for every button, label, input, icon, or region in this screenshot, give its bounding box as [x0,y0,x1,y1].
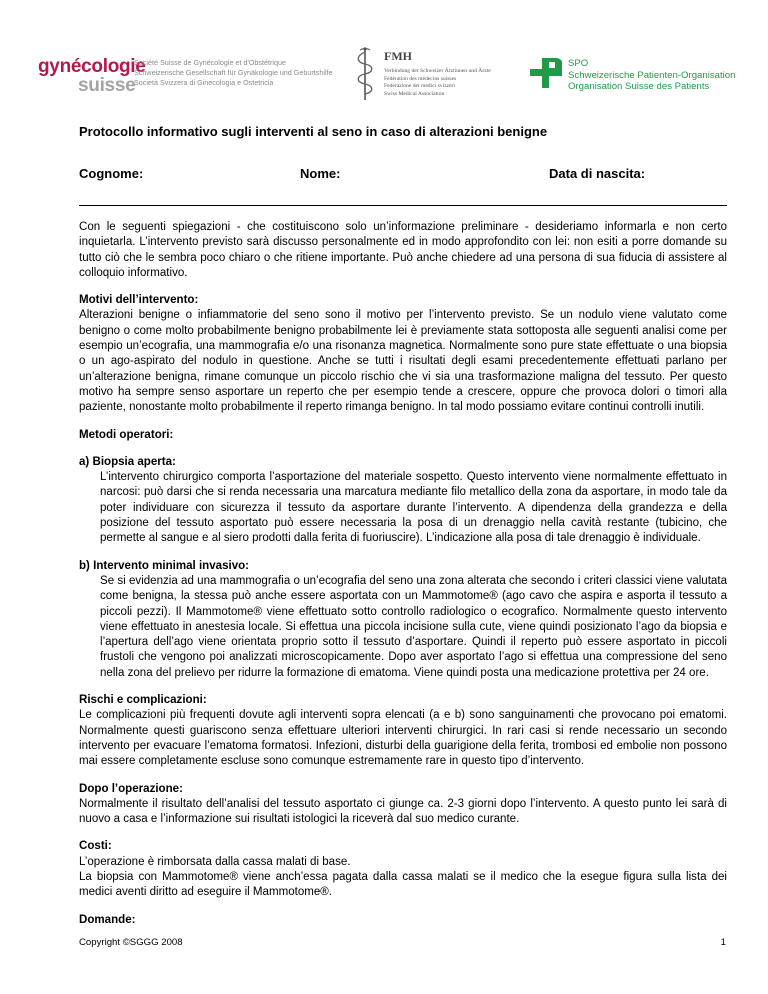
questions-heading: Domande: [79,913,136,926]
risks-text: Le complicazioni più frequenti dovute agli interventi sopra elencati (a e b) sono sanguinamenti che provocano poi ematomi. Normalmente questi guariscono senza effettuare ulteriori interventi chirurgici. In rari casi si rende necessario un secondo intervento per evacuare l’ematoma formatosi. Infezioni, disturbi della guarigione della ferita, trombosi ed embolie non possono mai essere completamente escluse sono comunque estremamente rare in questo tipo d’intervento. [79,709,727,768]
caduceus-icon [354,46,376,102]
document-body [79,220,727,928]
birthdate-label: Data di nascita: [549,166,646,181]
name-label: Nome: [300,166,341,181]
fields-underline [79,205,727,206]
fmh-names [384,68,491,98]
fmh-title: FMH [384,49,412,63]
fmh-name-it: Federazione dei medici svizzeri [384,83,455,90]
fmh-name-fr: Fédération des médecins suisses [384,75,457,82]
logo-society-names [134,58,333,88]
footer-copyright: Copyright ©SGGG 2008 [79,937,183,948]
reasons-text: Alterazioni benigne o infiammatorie del seno sono il motivo per l’intervento previsto. Se un nodulo viene valutato come benigno o come molto probabilmente benigno probabilmente lei è previamente stata sottoposta alle seguenti analisi come per esempio un’ecografia, una mammografia e/o una risonanza magnetica. Normalmente sono pure state effettuate o una biopsia o un ago-aspirato del nodulo in questione. Anche se tutti i risultati degli esami precedentemente effettuati parlano per un’alterazione benigna, rimane comunque un piccolo rischio che vi sia una trasformazione maligna del tessuto. Per questo motivo ha sempre senso asportare un reperto che per esempio tende a crescere, oppure che provoca dolori o timori alla paziente, nonostante molto probabilmente il reperto rimanga benigno. In tal modo possiamo evitare continui controlli inutili. [79,309,727,414]
minimal-invasive-text: Se si evidenzia ad una mammografia o un’ecografia del seno una zona alterata che secondo i criteri classici viene valutata come benigna, la stessa può anche essere asportata con un Mammotome® (ago cavo che aspira e asporta il tessuto a piccoli pezzi). Il Mammotome® viene effettuato sotto controllo radiologico o ecografico. Normalmente questo intervento viene effettuato in anestesia locale. Si effettua una piccola incisione sulla cute, viene quindi posizionato l’ago da biopsia e l’apertura dell’ago viene orientata proprio sotto il tessuto d’asportare. Quindi il reperto può essere asportato in piccoli frustoli che vengono poi analizzati microscopicamente. Dopo aver asportato l’ago si effettua una compressione del seno nella zona del prelievo per ridurre la formazione di ematoma. Viene quindi posta una medicazione protettiva per 24 ore. [100,574,727,679]
risks-heading: Rischi e complicazioni: [79,694,207,707]
reasons-section [79,293,727,415]
minimal-invasive-heading: b) Intervento minimal invasivo: [79,559,250,572]
open-biopsy-subsection [79,455,727,547]
fmh-name-en: Swiss Medical Association [384,90,445,97]
spo-names [568,58,735,93]
spo-abbreviation: SPO [568,58,589,69]
after-heading: Dopo l’operazione: [79,782,183,795]
spo-logo [530,58,740,98]
spo-name-de: Schweizerische Patienten-Organisation [568,69,736,81]
risks-section [79,693,727,769]
methods-section [79,428,727,681]
methods-heading: Metodi operatori: [79,428,174,441]
logo-word-suisse: suisse [78,75,136,96]
costs-line-1: L’operazione è rimborsata dalla cassa malati di base. [79,855,351,868]
after-section [79,782,727,828]
fmh-name-de: Verbindung der Schweizer Ärztinnen und Ärzte [384,68,491,74]
gynecologie-suisse-logo [38,56,358,96]
open-biopsy-text: L’intervento chirurgico comporta l’asportazione del materiale sospetto. Questo intervento viene normalmente effettuato in narcosi: può darsi che si renda necessaria una marcatura mediante filo metallico della zona da asportare, in modo tale da poter individuare con sicurezza il tessuto da asportare durante l’intervento. A dipendenza della grandezza e della posizione del tessuto asportato può essere necessaria la posa di un drenaggio nella cavità restante (tubicino, che permette al sangue e al siero prodotti dalla ferita di fuoriuscire). L’indicazione alla posa di tale drenaggio è individuale. [100,471,727,545]
costs-heading: Costi: [79,840,112,853]
logo-society-de: Schweizerische Gesellschaft für Gynäkologie und Geburtshilfe [134,68,333,77]
page-number: 1 [720,937,726,948]
surname-label: Cognome: [79,166,144,181]
fmh-logo [354,46,534,104]
reasons-heading: Motivi dell’intervento: [79,294,199,307]
after-text: Normalmente il risultato dell’analisi del tessuto asportato ci giunge ca. 2-3 giorni dopo l’intervento. A questo punto lei sarà di nuovo a casa e l’informazione sui risultati istologici la riceverà dal suo medico curante. [79,797,727,826]
document-title: Protocollo informativo sugli interventi al seno in caso di alterazioni benigne [79,124,548,139]
costs-section [79,839,727,900]
spo-cross-icon [530,58,562,88]
questions-section [79,913,727,928]
intro-paragraph: Con le seguenti spiegazioni - che costituiscono solo un’informazione preliminare - desideriamo informarla e non certo inquietarla. L’intervento previsto sarà discusso personalmente ed in modo approfondito con lei: non esiti a porre domande su tutto ciò che le sembra poco chiaro o che ritiene importante. Può anche chiedere ad una persona di sua fiducia di assistere al colloquio informativo. [79,221,727,279]
logo-word-gynecologie: gynécologie [38,56,146,77]
minimal-invasive-subsection [79,559,727,681]
costs-line-2: La biopsia con Mammotome® viene anch’essa pagata dalla cassa malati se il medico che la esegue figura sulla lista dei medici aventi diritto ad eseguire il Mammotome®. [79,870,727,899]
spo-name-fr: Organisation Suisse des Patients [568,81,710,92]
logo-society-it: Società Svizzera di Ginecologia e Ostetricia [134,78,274,87]
logo-society-fr: Société Suisse de Gynécologie et d'Obstétrique [134,58,287,67]
open-biopsy-heading: a) Biopsia aperta: [79,455,176,468]
